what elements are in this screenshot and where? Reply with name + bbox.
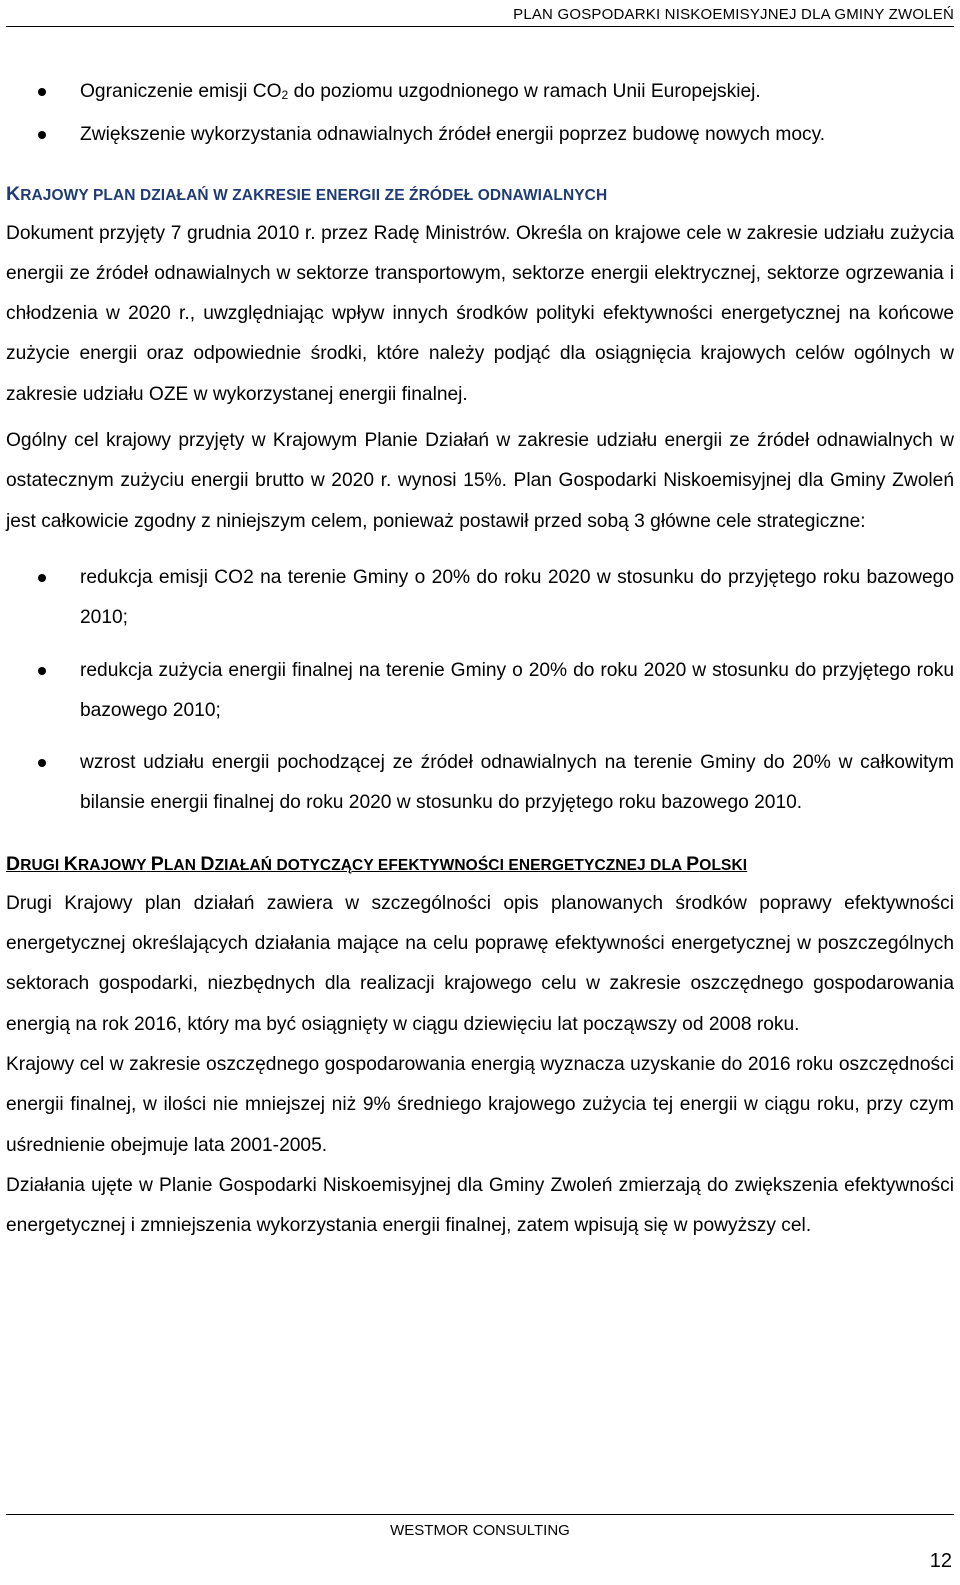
document-body: [6, 72, 954, 1246]
bullet-icon: [38, 574, 46, 582]
header-rule: [6, 26, 954, 27]
section-heading-drugi-krajowy-plan: DRUGI KRAJOWY PLAN DZIAŁAŃ DOTYCZĄCY EFEKTYWNOŚCI ENERGETYCZNEJ DLA POLSKI: [6, 852, 748, 875]
list-item: Zwiększenie wykorzystania odnawialnych źródeł energii poprzez budowę nowych mocy.: [6, 115, 954, 155]
list-item: redukcja emisji CO2 na terenie Gminy o 20% do roku 2020 w stosunku do przyjętego roku bazowego 2010;: [6, 558, 954, 639]
section1-paragraph-2: Ogólny cel krajowy przyjęty w Krajowym Planie Działań w zakresie udziału energii ze źródeł odnawialnych w ostatecznym zużyciu energii brutto w 2020 r. wynosi 15%. Plan Gospodarki Niskoemisyjnej dla Gminy Zwoleń jest całkowicie zgodny z niniejszym celem, ponieważ postawił przed sobą 3 główne cele strategiczne:: [6, 430, 954, 532]
footer: [0, 1522, 960, 1539]
list-item: wzrost udziału energii pochodzącej ze źródeł odnawialnych na terenie Gminy do 20% w całkowitym bilansie energii finalnej do roku 2020 w stosunku do przyjętego roku bazowego 2010.: [6, 743, 954, 824]
section2-paragraph-1: Drugi Krajowy plan działań zawiera w szczególności opis planowanych środków poprawy efektywności energetycznej określających działania mające na celu poprawę efektywności energetycznej w poszczególnych sektorach gospodarki, niezbędnych dla realizacji krajowego celu w zakresie oszczędnego gospodarowania energią na rok 2016, który ma być osiągnięty w ciągu dziewięciu lat począwszy od 2008 roku.: [6, 892, 954, 1035]
header-title: PLAN GOSPODARKI NISKOEMISYJNEJ DLA GMINY ZWOLEŃ: [513, 6, 954, 23]
footer-company: WESTMOR CONSULTING: [390, 1522, 570, 1539]
page-number: 12: [929, 1550, 952, 1572]
intro-bullet-list: [6, 72, 954, 156]
bullet-icon: [38, 759, 46, 767]
bullet-icon: [38, 667, 46, 675]
list-item: redukcja zużycia energii finalnej na terenie Gminy o 20% do roku 2020 w stosunku do przyjętego roku bazowego 2010;: [6, 651, 954, 732]
running-header: [0, 6, 960, 23]
footer-rule: [6, 1514, 954, 1515]
bullet-icon: [38, 131, 46, 139]
section2-paragraph-2: Krajowy cel w zakresie oszczędnego gospodarowania energią wyznacza uzyskanie do 2016 roku oszczędności energii finalnej, w ilości nie mniejszej niż 9% średniego krajowego zużycia tej energii w ciągu roku, przy czym uśrednienie obejmuje lata 2001-2005.: [6, 1053, 954, 1156]
section-heading-krajowy-plan: KRAJOWY PLAN DZIAŁAŃ W ZAKRESIE ENERGII ZE ŹRÓDEŁ ODNAWIALNYCH: [6, 182, 608, 205]
strategic-goals-list: [6, 558, 954, 824]
bullet-icon: [38, 88, 46, 96]
list-item: Ograniczenie emisji $CO_2$ do poziomu uzgodnionego w ramach Unii Europejskiej.: [6, 72, 954, 115]
section1-paragraph-1: Dokument przyjęty 7 grudnia 2010 r. przez Radę Ministrów. Określa on krajowe cele w zakresie udziału zużycia energii ze źródeł odnawialnych w sektorze transportowym, sektorze energii elektrycznej, sektorze ogrzewania i chłodzenia w 2020 r., uwzględniając wpływ innych środków polityki efektywności energetycznej na końcowe zużycie energii oraz odpowiednie środki, które należy podjąć dla osiągnięcia krajowych celów ogólnych w zakresie udziału OZE w wykorzystanej energii finalnej.: [6, 222, 954, 405]
section2-paragraph-3: Działania ujęte w Planie Gospodarki Niskoemisyjnej dla Gminy Zwoleń zmierzają do zwiększenia efektywności energetycznej i zmniejszenia wykorzystania energii finalnej, zatem wpisują się w powyższy cel.: [6, 1174, 954, 1237]
